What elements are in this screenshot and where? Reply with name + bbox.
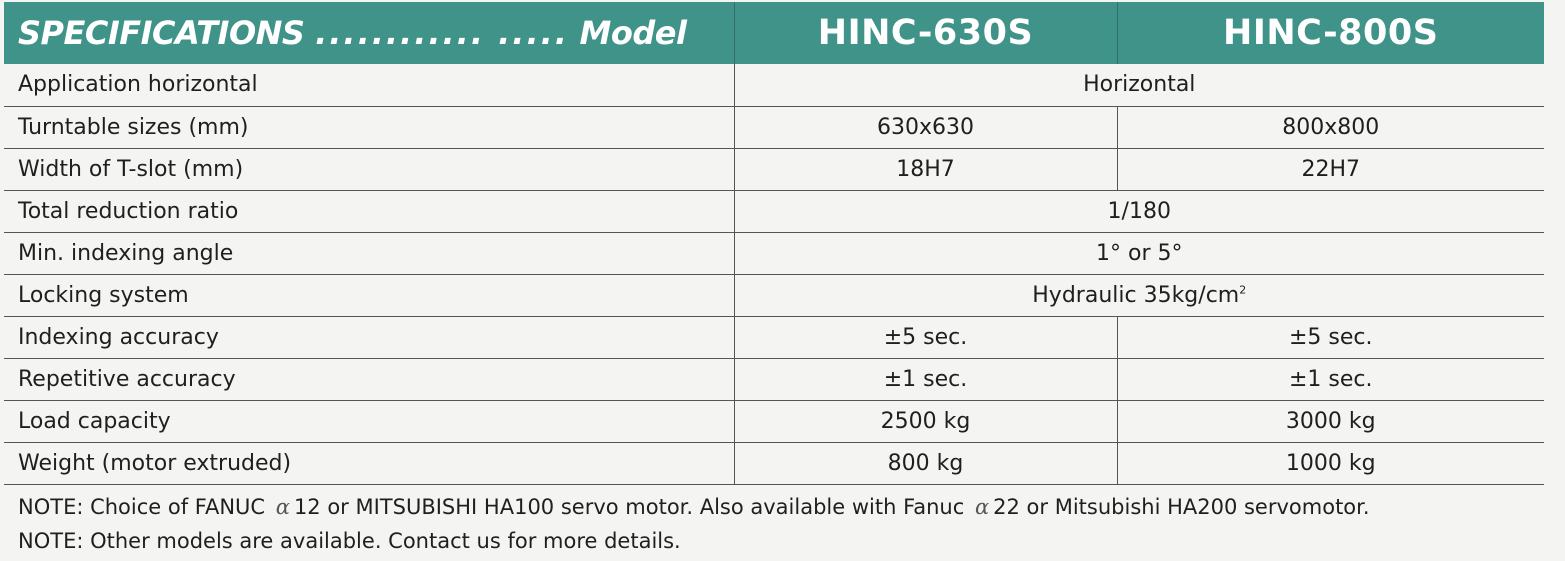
value-630s: 800 kg — [734, 442, 1117, 484]
model-header-800s: HINC-800S — [1117, 2, 1544, 64]
notes-block — [18, 490, 1370, 558]
note1-part-a: NOTE: Choice of FANUC — [18, 495, 266, 519]
value-800s: 3000 kg — [1117, 400, 1544, 442]
table-row — [4, 442, 1544, 484]
superscript: 2 — [1239, 283, 1247, 297]
table-row — [4, 316, 1544, 358]
table-row — [4, 400, 1544, 442]
merged-value: Hydraulic 35kg/cm — [1032, 282, 1240, 308]
note1-part-b: 12 or MITSUBISHI HA100 servo motor. Also available with Fanuc — [293, 495, 965, 519]
value-630s: ±1 sec. — [734, 358, 1117, 400]
leader-dots: ............ ..... — [315, 14, 569, 52]
value-800s: 1000 kg — [1117, 442, 1544, 484]
row-label: Repetitive accuracy — [4, 358, 734, 400]
value-630s: 18H7 — [734, 148, 1117, 190]
row-label: Width of T-slot (mm) — [4, 148, 734, 190]
specifications-table — [4, 2, 1544, 485]
value-800s: ±5 sec. — [1117, 316, 1544, 358]
table-row — [4, 274, 1544, 316]
specifications-title: SPECIFICATIONS — [18, 14, 305, 52]
specifications-header — [4, 2, 734, 64]
note-other-models: NOTE: Other models are available. Contact us for more details. — [18, 529, 681, 553]
model-header-630s: HINC-630S — [734, 2, 1117, 64]
row-label: Total reduction ratio — [4, 190, 734, 232]
row-label: Locking system — [4, 274, 734, 316]
row-label: Min. indexing angle — [4, 232, 734, 274]
note-servo-motor — [18, 490, 1370, 524]
merged-value: 1° or 5° — [734, 232, 1544, 274]
merged-value-cell — [734, 274, 1544, 316]
value-800s: 800x800 — [1117, 106, 1544, 148]
row-label: Load capacity — [4, 400, 734, 442]
value-800s: ±1 sec. — [1117, 358, 1544, 400]
merged-value: 1/180 — [734, 190, 1544, 232]
model-label: Model — [579, 14, 687, 52]
note1-part-c: 22 or Mitsubishi HA200 servomotor. — [993, 495, 1370, 519]
table-row — [4, 148, 1544, 190]
table-row — [4, 64, 1544, 106]
table-row — [4, 358, 1544, 400]
value-800s: 22H7 — [1117, 148, 1544, 190]
merged-value: Horizontal — [734, 64, 1544, 106]
row-label: Application horizontal — [4, 64, 734, 106]
header-row — [4, 2, 1544, 64]
row-label: Indexing accuracy — [4, 316, 734, 358]
alpha-symbol: α — [275, 495, 290, 519]
table-row — [4, 190, 1544, 232]
value-630s: ±5 sec. — [734, 316, 1117, 358]
table-row — [4, 106, 1544, 148]
value-630s: 630x630 — [734, 106, 1117, 148]
row-label: Turntable sizes (mm) — [4, 106, 734, 148]
table-row — [4, 232, 1544, 274]
row-label: Weight (motor extruded) — [4, 442, 734, 484]
alpha-symbol: α — [974, 495, 990, 519]
value-630s: 2500 kg — [734, 400, 1117, 442]
